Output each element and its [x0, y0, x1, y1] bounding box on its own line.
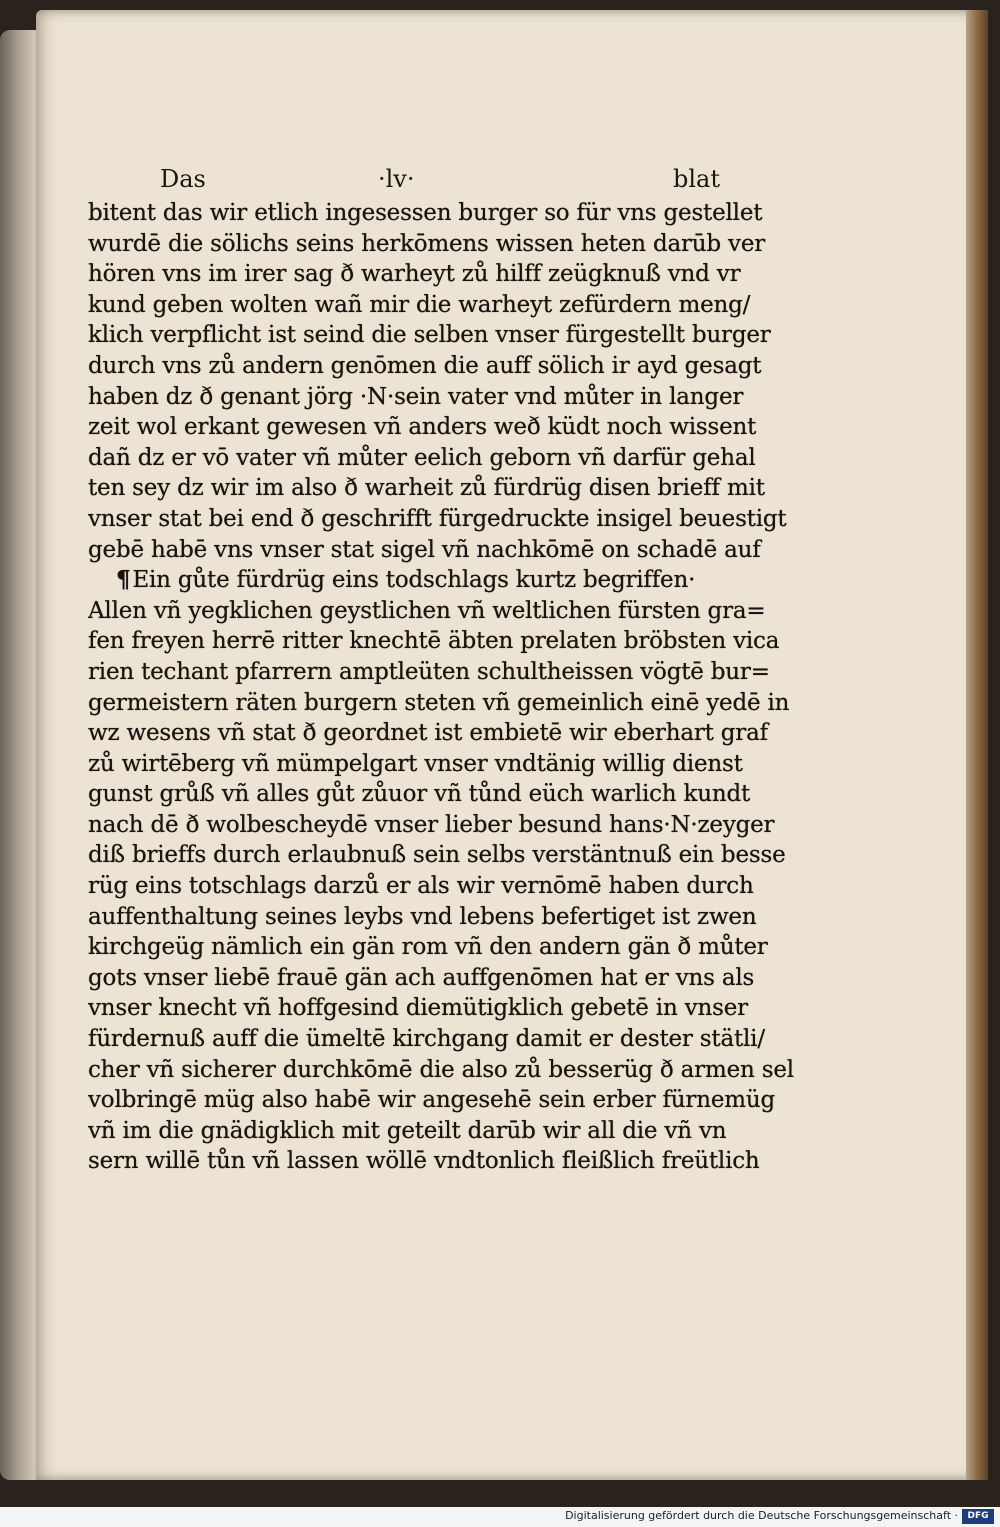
text-line: rien techant pfarrern amptleüten schultheissen vögtē bur= [88, 658, 770, 685]
text-line: kund geben wolten wañ mir die warheyt zefürdern meng/ [88, 291, 751, 318]
text-line: wurdē die sölichs seins herkōmens wissen heten darūb ver [88, 230, 766, 257]
body-text [88, 198, 823, 1177]
text-line: gots vnser liebē frauē gän ach auffgenōmen hat er vns als [88, 964, 755, 991]
text-line: germeistern räten burgern steten vñ gemeinlich einē yedē in [88, 689, 790, 716]
dfg-logo-icon: DFG [962, 1509, 994, 1524]
text-line: gunst grůß vñ alles gůt zůuor vñ tůnd eüch warlich kundt [88, 781, 751, 808]
header-left: Das [160, 165, 206, 193]
text-line: cher vñ sicherer durchkōmē die also zů besserüg ð armen sel [88, 1056, 794, 1083]
text-line: auffenthaltung seines leybs vnd lebens befertiget ist zwen [88, 903, 757, 930]
text-line: gebē habē vns vnser stat sigel vñ nachkōmē on schadē auf [88, 536, 761, 563]
rubric-line [88, 565, 823, 596]
text-line: hören vns im irer sag ð warheyt zů hilff zeügknuß vnd vr [88, 261, 741, 288]
text-line: zeit wol erkant gewesen vñ anders weð küdt noch wissent [88, 414, 757, 441]
text-line: vñ im die gnädigklich mit geteilt darūb wir all die vñ vn [88, 1117, 727, 1144]
text-line: nach dē ð wolbescheydē vnser lieber besund hans·N·zeyger [88, 811, 775, 838]
text-line: vnser knecht vñ hoffgesind diemütigklich gebetē in vnser [88, 995, 748, 1022]
text-line: sern willē tůn vñ lassen wöllē vndtonlich fleißlich freütlich [88, 1148, 760, 1175]
text-line: fen freyen herrē ritter knechtē äbten prelaten bröbsten vica [88, 628, 780, 655]
text-line: diß brieffs durch erlaubnuß sein selbs verstäntnuß ein besse [88, 842, 786, 869]
pilcrow-icon: ¶ [116, 566, 131, 594]
text-line: klich verpflicht ist seind die selben vnser fürgestellt burger [88, 322, 771, 349]
text-line: Allen vñ yegklichen geystlichen vñ weltlichen fürsten gra= [88, 597, 766, 624]
text-line: haben dz ð genant jörg ·N·sein vater vnd můter in langer [88, 383, 744, 410]
funding-credit: Digitalisierung gefördert durch die Deutsche Forschungsgemeinschaft · [565, 1509, 958, 1522]
text-line: volbringē müg also habē wir angesehē sein erber fürnemüg [88, 1087, 775, 1114]
rubric-text: Ein gůte fürdrüg eins todschlags kurtz begriffen· [132, 567, 696, 594]
text-line: zů wirtēberg vñ mümpelgart vnser vndtänig willig dienst [88, 750, 743, 777]
text-line: ten sey dz wir im also ð warheit zů fürdrüg disen brieff mit [88, 475, 765, 502]
text-line: wz wesens vñ stat ð geordnet ist embietē wir eberhart graf [88, 720, 768, 747]
header-right: blat [673, 165, 720, 193]
text-line: dañ dz er vō vater vñ můter eelich geborn vñ darfür gehal [88, 444, 756, 471]
text-line: durch vns zů andern genōmen die auff sölich ir ayd gesagt [88, 352, 762, 379]
folio-number: ·lv· [378, 165, 415, 193]
text-line: rüg eins totschlags darzů er als wir vernōmē haben durch [88, 873, 754, 900]
text-line: fürdernuß auff die ümeltē kirchgang damit er dester stätli/ [88, 1026, 765, 1053]
running-header [160, 165, 720, 199]
text-line: bitent das wir etlich ingesessen burger so für vns gestellet [88, 200, 763, 226]
text-line: kirchgeüg nämlich ein gän rom vñ den andern gän ð můter [88, 934, 768, 961]
text-line: vnser stat bei end ð geschrifft fürgedruckte insigel beuestigt [88, 505, 787, 532]
page-stack-edge [966, 10, 988, 1480]
